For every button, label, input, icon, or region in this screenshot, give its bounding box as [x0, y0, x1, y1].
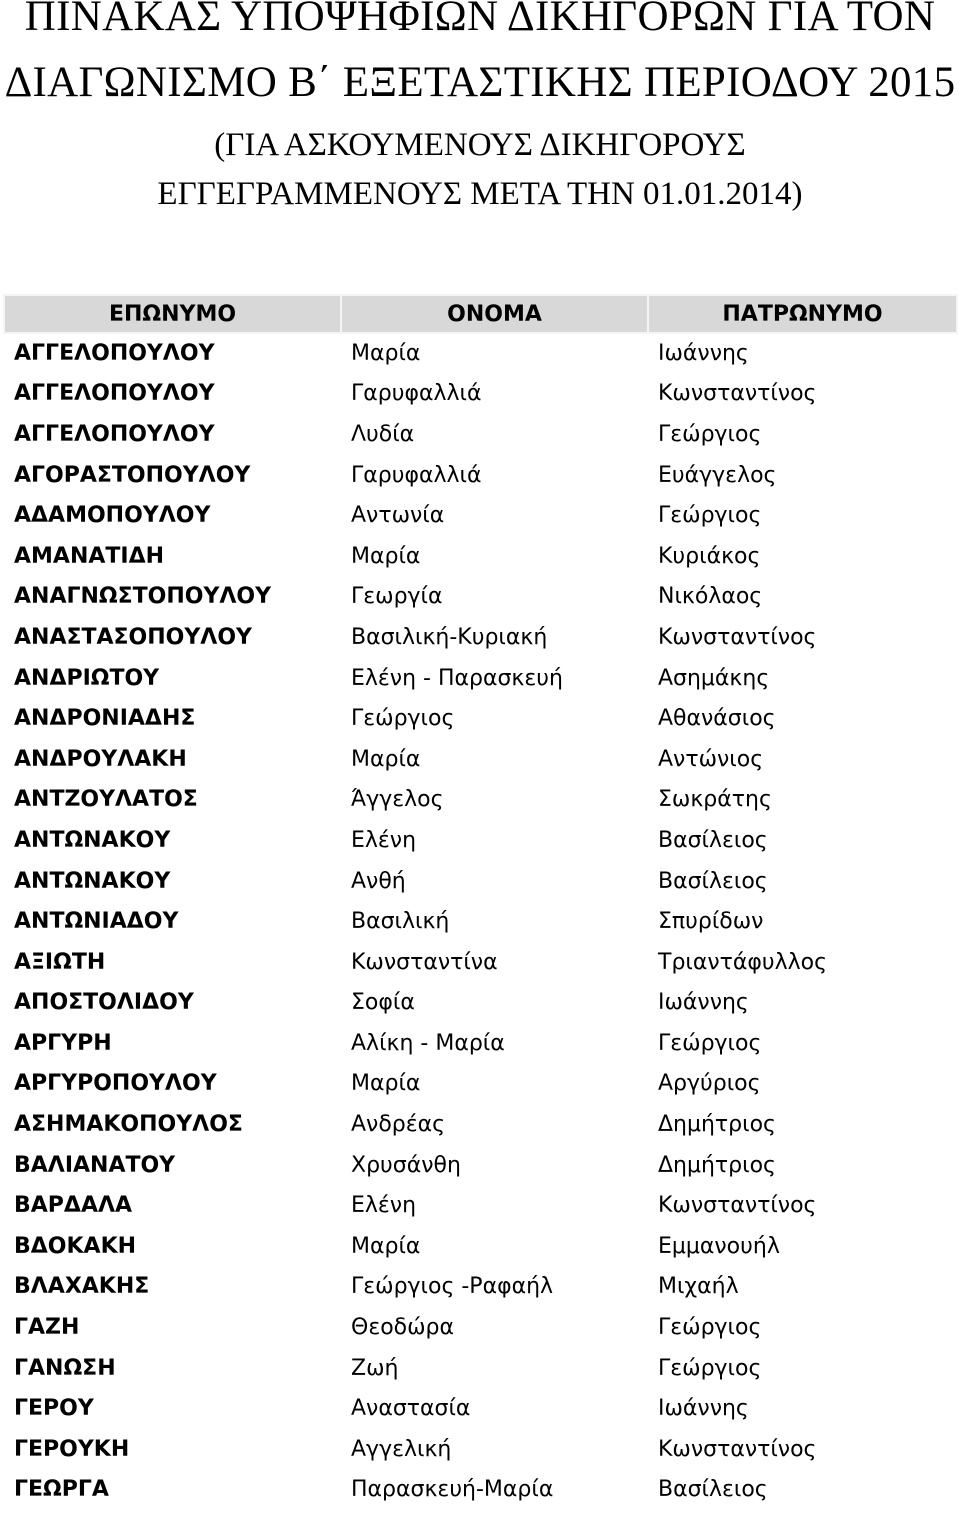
cell-fathers-name: Κωνσταντίνος — [658, 1193, 817, 1219]
cell-first-name: Ελένη - Παρασκευή — [351, 665, 563, 691]
cell-first-name: Σοφία — [351, 990, 415, 1016]
cell-fathers-name: Ιωάννης — [658, 1396, 749, 1422]
table-row — [4, 1429, 957, 1470]
cell-surname: ΓΑΝΩΣΗ — [14, 1355, 116, 1381]
cell-fathers-name: Ιωάννης — [658, 341, 749, 367]
table-row — [4, 983, 957, 1024]
table-row — [4, 1023, 957, 1064]
cell-surname: ΑΓΓΕΛΟΠΟΥΛΟΥ — [14, 341, 215, 367]
table-row — [4, 1388, 957, 1429]
cell-first-name: Ανδρέας — [351, 1112, 446, 1138]
cell-surname: ΑΓΓΕΛΟΠΟΥΛΟΥ — [14, 381, 215, 407]
table-row — [4, 1064, 957, 1105]
cell-surname: ΑΓΓΕΛΟΠΟΥΛΟΥ — [14, 421, 215, 447]
cell-fathers-name: Βασίλειος — [658, 868, 768, 894]
cell-surname: ΑΓΟΡΑΣΤΟΠΟΥΛΟΥ — [14, 462, 251, 488]
cell-fathers-name: Κωνσταντίνος — [658, 1436, 817, 1462]
cell-fathers-name: Ιωάννης — [658, 990, 749, 1016]
cell-first-name: Άγγελος — [351, 787, 444, 813]
cell-surname: ΑΝΑΓΝΩΣΤΟΠΟΥΛΟΥ — [14, 584, 272, 610]
cell-first-name: Γαρυφαλλιά — [351, 462, 482, 488]
cell-fathers-name: Αργύριος — [658, 1071, 761, 1097]
cell-surname: ΒΑΛΙΑΝΑΤΟΥ — [14, 1152, 176, 1178]
table-row — [4, 414, 957, 455]
table-row — [4, 820, 957, 861]
cell-first-name: Μαρία — [351, 341, 421, 367]
table-row — [4, 1307, 957, 1348]
table-row — [4, 1226, 957, 1267]
cell-surname: ΑΠΟΣΤΟΛΙΔΟΥ — [14, 990, 194, 1016]
table-row — [4, 455, 957, 496]
title-line-1: ΠΙΝΑΚΑΣ ΥΠΟΨΗΦΙΩΝ ΔΙΚΗΓΟΡΩΝ ΓΙΑ ΤΟΝ — [24, 0, 936, 40]
candidates-table — [3, 294, 958, 1510]
cell-surname: ΑΡΓΥΡΗ — [14, 1030, 112, 1056]
cell-first-name: Μαρία — [351, 746, 421, 772]
cell-first-name: Βασιλική — [351, 909, 450, 935]
cell-first-name: Μαρία — [351, 1233, 421, 1259]
cell-fathers-name: Κωνσταντίνος — [658, 381, 817, 407]
cell-first-name: Μαρία — [351, 543, 421, 569]
cell-fathers-name: Δημήτριος — [658, 1112, 776, 1138]
cell-fathers-name: Κωνσταντίνος — [658, 624, 817, 650]
header-row — [4, 295, 957, 333]
table-row — [4, 698, 957, 739]
cell-first-name: Γαρυφαλλιά — [351, 381, 482, 407]
cell-surname: ΑΔΑΜΟΠΟΥΛΟΥ — [14, 503, 211, 529]
cell-fathers-name: Βασίλειος — [658, 827, 768, 853]
subtitle-line-1: (ΓΙΑ ΑΣΚΟΥΜΕΝΟΥΣ ΔΙΚΗΓΟΡΟΥΣ — [214, 127, 746, 163]
cell-first-name: Αλίκη - Μαρία — [351, 1030, 505, 1056]
table-row — [4, 739, 957, 780]
cell-fathers-name: Σπυρίδων — [658, 909, 764, 935]
cell-first-name: Ανθή — [351, 868, 406, 894]
cell-surname: ΓΕΩΡΓΑ — [14, 1477, 109, 1503]
cell-surname: ΑΝΤΩΝΑΚΟΥ — [14, 868, 171, 894]
table-row — [4, 374, 957, 415]
cell-fathers-name: Γεώργιος — [658, 503, 762, 529]
cell-fathers-name: Δημήτριος — [658, 1152, 776, 1178]
cell-fathers-name: Ευάγγελος — [658, 462, 777, 488]
cell-surname: ΑΝΔΡΟΥΛΑΚΗ — [14, 746, 187, 772]
cell-surname: ΑΝΔΡΟΝΙΑΔΗΣ — [14, 706, 196, 732]
cell-first-name: Μαρία — [351, 1071, 421, 1097]
table-row — [4, 1470, 957, 1511]
cell-fathers-name: Γεώργιος — [658, 1030, 762, 1056]
subtitle-line-2: ΕΓΓΕΓΡΑΜΜΕΝΟΥΣ ΜΕΤΑ ΤΗΝ 01.01.2014) — [157, 176, 803, 212]
header-fathers-name: ΠΑΤΡΩΝΥΜΟ — [648, 295, 957, 333]
cell-surname: ΒΛΑΧΑΚΗΣ — [14, 1274, 150, 1300]
cell-fathers-name: Μιχαήλ — [658, 1274, 739, 1300]
table-row — [4, 617, 957, 658]
cell-surname: ΑΣΗΜΑΚΟΠΟΥΛΟΣ — [14, 1112, 243, 1138]
cell-first-name: Αναστασία — [351, 1396, 471, 1422]
cell-first-name: Βασιλική-Κυριακή — [351, 624, 548, 650]
cell-fathers-name: Αντώνιος — [658, 746, 764, 772]
cell-first-name: Γεώργιος — [351, 706, 455, 732]
table-row — [4, 536, 957, 577]
header-surname: ΕΠΩΝΥΜΟ — [4, 295, 341, 333]
cell-fathers-name: Γεώργιος — [658, 1315, 762, 1341]
table-row — [4, 495, 957, 536]
cell-first-name: Ζωή — [351, 1355, 399, 1381]
cell-first-name: Θεοδώρα — [351, 1315, 455, 1341]
cell-surname: ΑΡΓΥΡΟΠΟΥΛΟΥ — [14, 1071, 217, 1097]
table-row — [4, 1267, 957, 1308]
cell-first-name: Χρυσάνθη — [351, 1152, 461, 1178]
cell-surname: ΑΝΤΖΟΥΛΑΤΟΣ — [14, 787, 198, 813]
cell-surname: ΒΔΟΚΑΚΗ — [14, 1233, 137, 1259]
cell-surname: ΑΝΤΩΝΑΚΟΥ — [14, 827, 171, 853]
cell-first-name: Ελένη — [351, 1193, 417, 1219]
table-body — [4, 333, 957, 1510]
table-row — [4, 1104, 957, 1145]
document-title — [0, 0, 960, 250]
cell-fathers-name: Τριαντάφυλλος — [658, 949, 828, 975]
cell-fathers-name: Εμμανουήλ — [658, 1233, 780, 1259]
cell-first-name: Γεωργία — [351, 584, 443, 610]
cell-fathers-name: Νικόλαος — [658, 584, 763, 610]
cell-fathers-name: Ασημάκης — [658, 665, 770, 691]
cell-surname: ΓΕΡΟΥΚΗ — [14, 1436, 130, 1462]
cell-surname: ΑΝΔΡΙΩΤΟΥ — [14, 665, 160, 691]
cell-first-name: Λυδία — [351, 421, 415, 447]
cell-first-name: Αντωνία — [351, 503, 445, 529]
header-first-name: ΟΝΟΜΑ — [341, 295, 648, 333]
cell-fathers-name: Κυριάκος — [658, 543, 761, 569]
table-row — [4, 780, 957, 821]
cell-first-name: Κωνσταντίνα — [351, 949, 498, 975]
cell-fathers-name: Βασίλειος — [658, 1477, 768, 1503]
cell-surname: ΑΜΑΝΑΤΙΔΗ — [14, 543, 165, 569]
table-row — [4, 901, 957, 942]
cell-surname: ΒΑΡΔΑΛΑ — [14, 1193, 133, 1219]
cell-fathers-name: Γεώργιος — [658, 421, 762, 447]
cell-surname: ΑΞΙΩΤΗ — [14, 949, 106, 975]
table-row — [4, 1145, 957, 1186]
cell-first-name: Ελένη — [351, 827, 417, 853]
cell-surname: ΑΝΤΩΝΙΑΔΟΥ — [14, 909, 179, 935]
cell-fathers-name: Γεώργιος — [658, 1355, 762, 1381]
cell-surname: ΓΕΡΟΥ — [14, 1396, 94, 1422]
table-header — [4, 295, 957, 333]
table-row — [4, 333, 957, 374]
cell-fathers-name: Αθανάσιος — [658, 706, 776, 732]
table-row — [4, 658, 957, 699]
cell-fathers-name: Σωκράτης — [658, 787, 772, 813]
cell-first-name: Παρασκευή-Μαρία — [351, 1477, 554, 1503]
cell-first-name: Γεώργιος -Ραφαήλ — [351, 1274, 554, 1300]
cell-surname: ΓΑΖΗ — [14, 1315, 80, 1341]
table-row — [4, 1185, 957, 1226]
table-row — [4, 577, 957, 618]
table-row — [4, 861, 957, 902]
table-row — [4, 1348, 957, 1389]
table-row — [4, 942, 957, 983]
cell-surname: ΑΝΑΣΤΑΣΟΠΟΥΛΟΥ — [14, 624, 252, 650]
cell-first-name: Αγγελική — [351, 1436, 452, 1462]
title-line-2: ΔΙΑΓΩΝΙΣΜΟ Β΄ ΕΞΕΤΑΣΤΙΚΗΣ ΠΕΡΙΟΔΟΥ 2015 — [4, 59, 956, 106]
